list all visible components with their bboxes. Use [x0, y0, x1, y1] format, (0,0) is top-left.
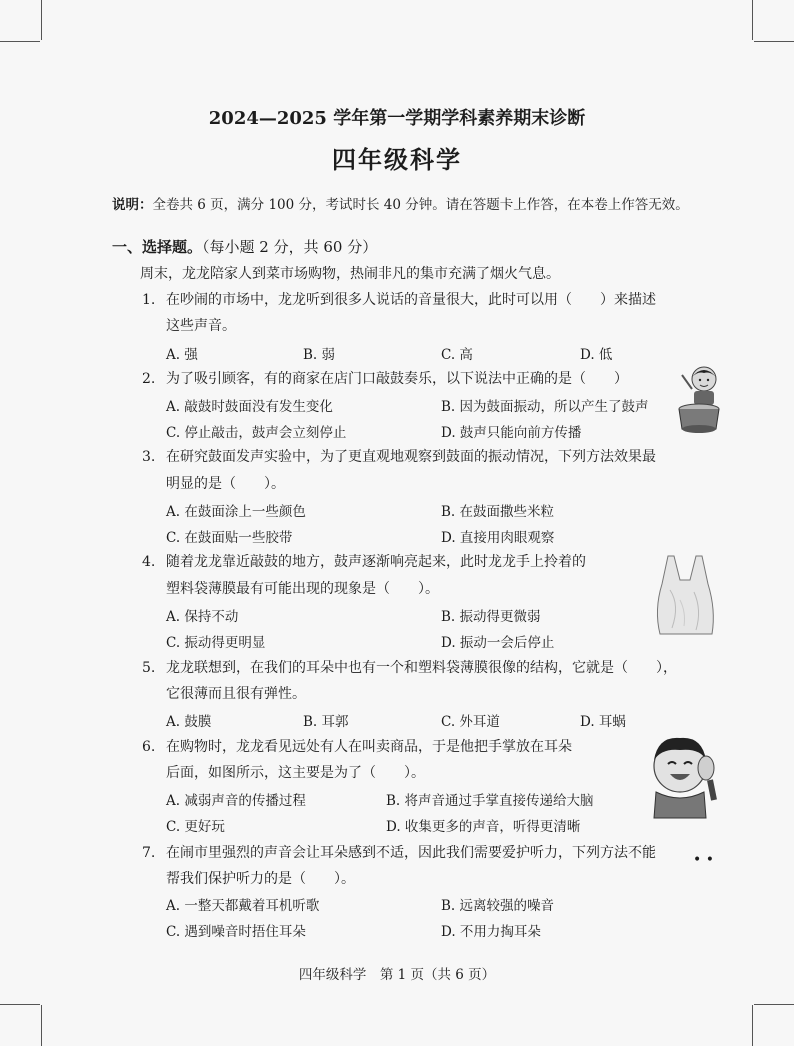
question-3: [142, 446, 656, 466]
crop-mark: [754, 41, 794, 42]
option-b: B. 振动得更微弱: [441, 609, 541, 625]
question-stem-cont: 这些声音。: [166, 318, 236, 334]
option-b: B. 耳郭: [303, 714, 349, 730]
option-a: A. 强: [166, 347, 198, 363]
option-d: D. 收集更多的声音，听得更清晰: [386, 819, 581, 835]
option-c: C. 在鼓面贴一些胶带: [166, 530, 293, 546]
question-stem-cont: 明显的是（ ）。: [166, 476, 285, 492]
instructions-text: 全卷共 6 页，满分 100 分，考试时长 40 分钟。请在答题卡上作答，在本卷上作答无效。: [152, 197, 689, 213]
crop-mark: [754, 1004, 794, 1005]
option-c: C. 高: [441, 347, 473, 363]
question-number: 7.: [142, 845, 156, 861]
option-b: B. 弱: [303, 347, 336, 363]
question-stem: 在研究鼓面发声实验中，为了更直观地观察到鼓面的振动情况，下列方法效果最: [166, 449, 656, 465]
crop-mark: [752, 1005, 753, 1046]
option-d: D. 振动一会后停止: [441, 635, 555, 651]
exam-title: 2024—2025 学年第一学期学科素养期末诊断: [208, 108, 586, 129]
question-6: [142, 736, 572, 756]
question-stem: 在吵闹的市场中，龙龙听到很多人说话的音量很大，此时可以用（ ）来描述: [166, 292, 656, 308]
question-1: [142, 289, 656, 309]
option-c: C. 更好玩: [166, 819, 225, 835]
option-d: D. 鼓声只能向前方传播: [441, 425, 582, 441]
option-b: B. 将声音通过手掌直接传递给大脑: [386, 793, 594, 809]
option-d: D. 直接用肉眼观察: [441, 530, 555, 546]
page-footer: 四年级科学 第 1 页（共 6 页）: [298, 967, 496, 983]
exam-subject: 四年级科学: [332, 145, 462, 174]
crop-mark: [0, 1004, 40, 1005]
option-d: D. 不用力掏耳朵: [441, 924, 541, 940]
option-a: A. 敲鼓时鼓面没有发生变化: [166, 399, 333, 415]
question-stem-cont: 后面，如图所示，这主要是为了（ ）。: [166, 765, 425, 781]
option-a: A. 鼓膜: [166, 714, 212, 730]
option-a: A. 在鼓面涂上一些颜色: [166, 504, 306, 520]
option-c: C. 振动得更明显: [166, 635, 266, 651]
question-5: [142, 657, 677, 677]
crop-mark: [0, 41, 40, 42]
question-stem-cont: 帮我们保护听力的是（ ）。: [166, 871, 355, 887]
question-number: 1.: [142, 292, 156, 308]
question-number: 5.: [142, 660, 156, 676]
section-title: 一、选择题。: [112, 238, 203, 256]
crop-mark: [41, 0, 42, 40]
question-4: [142, 551, 586, 571]
instructions-label: 说明：: [112, 197, 153, 213]
question-stem: 在购物时，龙龙看见远处有人在叫卖商品，于是他把手掌放在耳朵: [166, 739, 572, 755]
option-d: D. 低: [580, 347, 613, 363]
question-stem: 为了吸引顾客，有的商家在店门口敲鼓奏乐，以下说法中正确的是（ ）: [166, 371, 628, 387]
option-a: A. 减弱声音的传播过程: [166, 793, 306, 809]
exam-instructions: [112, 193, 689, 213]
option-c: C. 遇到噪音时捂住耳朵: [166, 924, 306, 940]
crop-mark: [41, 1005, 42, 1046]
option-b: B. 远离较强的噪音: [441, 898, 555, 914]
option-c: C. 外耳道: [441, 714, 500, 730]
question-stem-cont: 塑料袋薄膜最有可能出现的现象是（ ）。: [166, 581, 439, 597]
question-number: 3.: [142, 449, 156, 465]
question-number: 4.: [142, 554, 156, 570]
option-c: C. 停止敲击，鼓声会立刻停止: [166, 425, 347, 441]
option-b: B. 在鼓面撒些米粒: [441, 504, 555, 520]
question-stem: 在闹市里强烈的声音会让耳朵感到不适，因此我们需要爱护听力，下列方法不能: [166, 845, 656, 861]
question-stem: 随着龙龙靠近敲鼓的地方，鼓声逐渐响亮起来，此时龙龙手上拎着的: [166, 554, 586, 570]
option-b: B. 因为鼓面振动，所以产生了鼓声: [441, 399, 649, 415]
boy-cupping-ear-image: [640, 730, 720, 820]
drummer-boy-image: [674, 365, 724, 435]
question-stem-cont: 它很薄而且很有弹性。: [166, 686, 306, 702]
question-number: 2.: [142, 371, 156, 387]
plastic-bag-image: [650, 550, 720, 638]
option-a: A. 一整天都戴着耳机听歌: [166, 898, 320, 914]
section-heading: [112, 236, 377, 257]
question-number: 6.: [142, 739, 156, 755]
option-a: A. 保持不动: [166, 609, 239, 625]
option-d: D. 耳蜗: [580, 714, 626, 730]
emphasis-dots: • •: [693, 852, 714, 868]
section-intro: 周末，龙龙陪家人到菜市场购物，热闹非凡的集市充满了烟火气息。: [140, 266, 560, 282]
crop-mark: [752, 0, 753, 40]
section-detail: （每小题 2 分，共 60 分）: [202, 238, 378, 256]
question-stem: 龙龙联想到，在我们的耳朵中也有一个和塑料袋薄膜很像的结构，它就是（ ），: [166, 660, 677, 676]
question-7: [142, 842, 656, 862]
question-2: [142, 368, 628, 388]
